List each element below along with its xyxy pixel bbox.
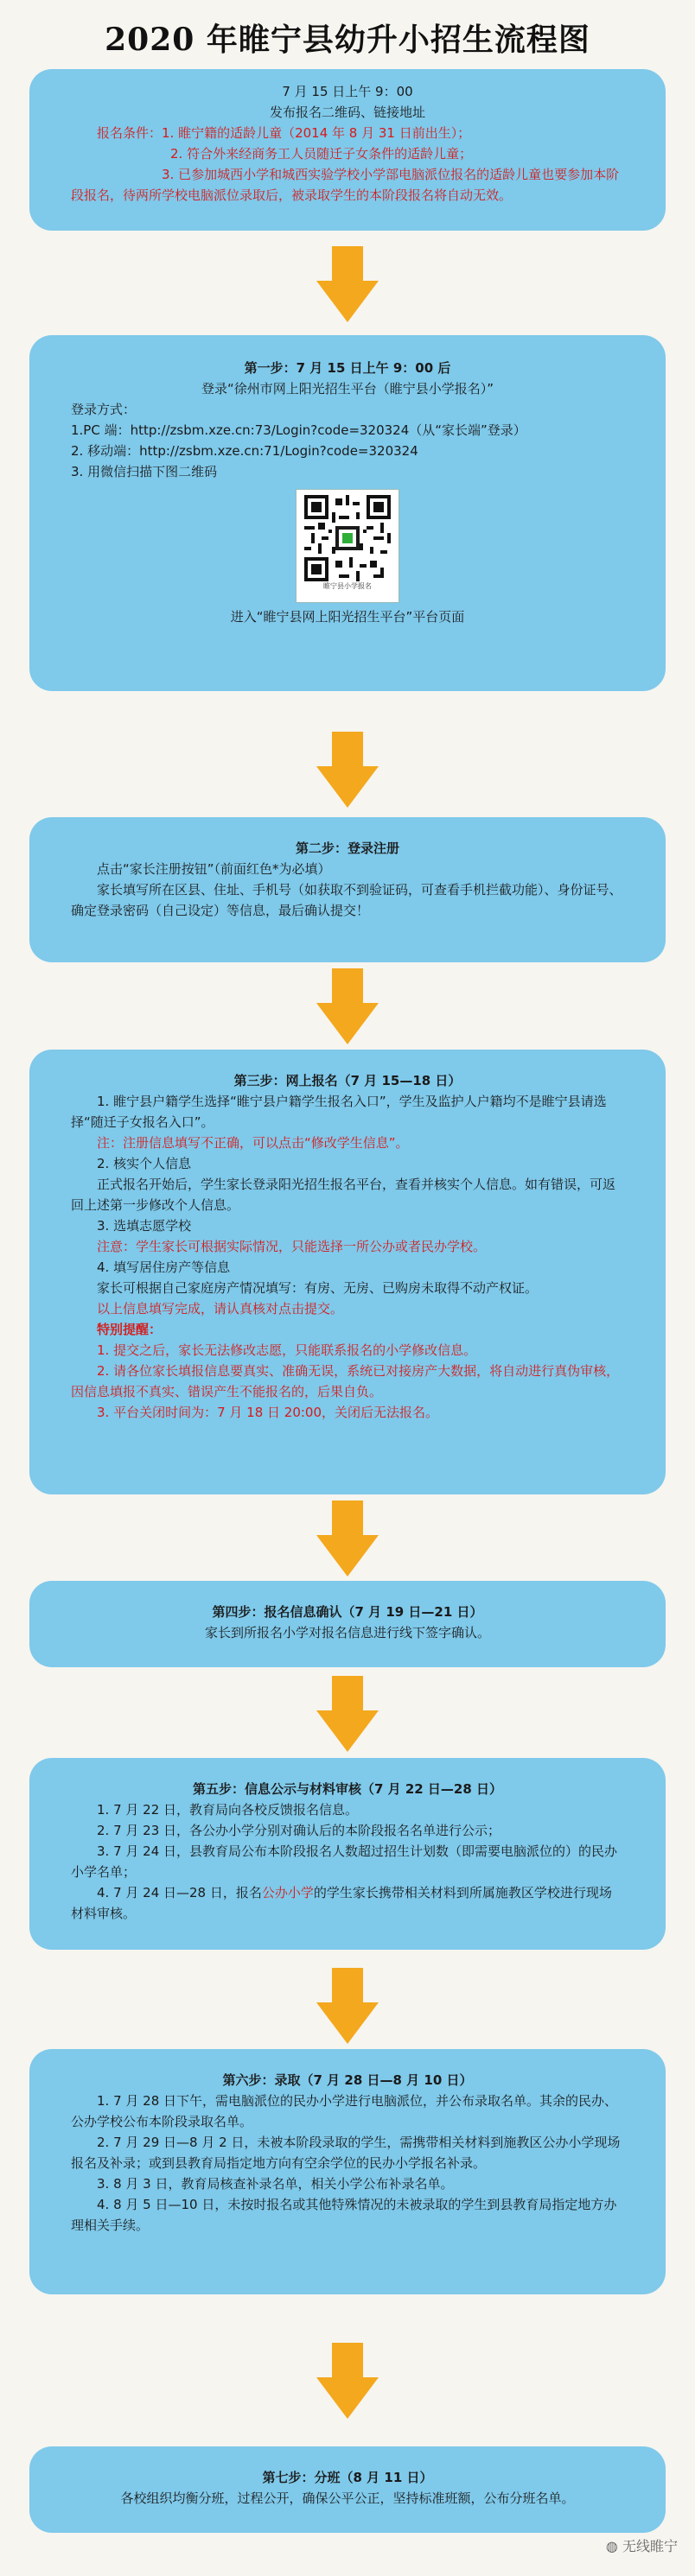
down-arrow-icon <box>316 246 379 322</box>
intro-box <box>29 69 666 231</box>
step-6-item-3: 3. 8 月 3 日，教育局核查补录名单，相关小学公布补录名单。 <box>97 2176 454 2192</box>
step-4-title: 第四步：报名信息确认（7 月 19 日—21 日） <box>212 1604 483 1620</box>
intro-condition-1: 报名条件：1. 睢宁籍的适龄儿童（2014 年 8 月 31 日前出生）； <box>97 125 471 141</box>
intro-condition-3: 3. 已参加城西小学和城西实验学校小学部电脑派位报名的适龄儿童也要参加本阶段报名，待两所学校电脑派位录取后，被录取学生的本阶段报名将自动无效。 <box>71 167 620 203</box>
step-4-line: 家长到所报名小学对报名信息进行线下签字确认。 <box>204 1625 490 1640</box>
down-arrow-icon <box>316 968 379 1044</box>
step-6-box <box>29 2049 666 2294</box>
step-7-title: 第七步：分班（8 月 11 日） <box>262 2470 433 2485</box>
watermark-text: 无线睢宁 <box>622 2538 678 2554</box>
step-3-item-2: 2. 核实个人信息 <box>97 1156 192 1171</box>
step-2-title: 第二步：登录注册 <box>295 841 399 856</box>
step-2-line-1: 点击“家长注册按钮”（前面红色*为必填） <box>97 861 331 877</box>
step-3-tip-1: 1. 提交之后，家长无法修改志愿，只能联系报名的小学修改信息。 <box>97 1342 477 1358</box>
step-6-item-1: 1. 7 月 28 日下午，需电脑派位的民办小学进行电脑派位，并公布录取名单。其余的民办、公办学校公布本阶段录取名单。 <box>71 2093 618 2129</box>
step-4-box <box>29 1581 666 1667</box>
step-1-title: 第一步：7 月 15 日上午 9：00 后 <box>244 360 451 376</box>
step-3-item-4-detail: 家长可根据自己家庭房产情况填写：有房、无房、已购房未取得不动产权证。 <box>97 1280 539 1296</box>
step-3-item-2-detail: 正式报名开始后，学生家长登录阳光招生报名平台，查看并核实个人信息。如有错误，可返回上述第一步修改个人信息。 <box>71 1177 616 1213</box>
intro-date: 7 月 15 日上午 9：00 <box>282 84 413 99</box>
page-title: 2020 年睢宁县幼升小招生流程图 <box>105 22 590 58</box>
step-5-item-1: 1. 7 月 22 日，教育局向各校反馈报名信息。 <box>97 1802 359 1818</box>
step-1-box <box>29 335 666 691</box>
step-5-box <box>29 1758 666 1950</box>
step-3-note-3: 注意：学生家长可根据实际情况，只能选择一所公办或者民办学校。 <box>97 1239 487 1254</box>
step-5-item-3: 3. 7 月 24 日，县教育局公布本阶段报名人数超过招生计划数（即需要电脑派位的）的民办小学名单； <box>71 1843 618 1880</box>
step-3-title: 第三步：网上报名（7 月 15—18 日） <box>233 1073 462 1088</box>
step-5-item-4-highlight: 公办小学 <box>261 1885 314 1900</box>
step-7-line: 各校组织均衡分班，过程公开，确保公平公正，坚持标准班额，公布分班名单。 <box>120 2490 575 2506</box>
step-3-item-4: 4. 填写居住房产等信息 <box>97 1259 231 1275</box>
step-3-box <box>29 1050 666 1494</box>
step-6-item-2: 2. 7 月 29 日—8 月 2 日，未被本阶段录取的学生，需携带相关材料到施教区公办小学现场报名及补录；或到县教育局指定地方向有空余学位的民办小学报名补录。 <box>71 2135 621 2171</box>
qr-caption: 睢宁县小学报名 <box>323 582 372 590</box>
step-3-tips-label: 特别提醒： <box>97 1322 163 1337</box>
qr-code-image <box>296 489 399 603</box>
step-1-methods-label: 登录方式： <box>71 402 137 417</box>
wechat-icon: ◍ <box>605 2538 618 2554</box>
step-3-item-1: 1. 睢宁县户籍学生选择“睢宁县户籍学生报名入口”，学生及监护人户籍均不是睢宁县请选择“随迁子女报名入口”。 <box>71 1094 607 1130</box>
step-1-wechat: 3. 用微信扫描下图二维码 <box>71 464 218 479</box>
down-arrow-icon <box>316 1968 379 2044</box>
step-3-confirm: 以上信息填写完成，请认真核对点击提交。 <box>97 1301 344 1317</box>
step-5-item-2: 2. 7 月 23 日，各公办小学分别对确认后的本阶段报名名单进行公示； <box>97 1823 501 1838</box>
intro-condition-2: 2. 符合外来经商务工人员随迁子女条件的适龄儿童； <box>170 146 473 162</box>
step-3-tip-2: 2. 请各位家长填报信息要真实、准确无误，系统已对接房产大数据，将自动进行真伪审核，因信息填报不真实、错误产生不能报名的，后果自负。 <box>71 1363 620 1399</box>
step-5-item-4 <box>71 1882 624 1924</box>
step-1-login: 登录“徐州市网上阳光招生平台（睢宁县小学报名）” <box>201 381 494 397</box>
step-1-enter: 进入“睢宁县网上阳光招生平台”平台页面 <box>230 609 465 625</box>
step-2-line-2: 家长填写所在区县、住址、手机号（如获取不到验证码，可查看手机拦截功能）、身份证号、确定登录密码（自己设定）等信息，最后确认提交！ <box>71 882 622 918</box>
step-6-title: 第六步：录取（7 月 28 日—8 月 10 日） <box>222 2072 473 2088</box>
step-3-item-3: 3. 选填志愿学校 <box>97 1218 192 1234</box>
intro-action: 发布报名二维码、链接地址 <box>269 105 425 120</box>
step-5-title: 第五步：信息公示与材料审核（7 月 22 日—28 日） <box>192 1781 503 1797</box>
qr-code-pattern <box>304 495 391 581</box>
step-7-box <box>29 2446 666 2533</box>
watermark <box>606 2535 678 2555</box>
down-arrow-icon <box>316 1676 379 1752</box>
step-5-item-4-end: 的学生家长携带相关材料到所属施教区学校进行现场材料审核。 <box>71 1885 612 1921</box>
step-3-note-1: 注：注册信息填写不正确，可以点击“修改学生信息”。 <box>97 1135 409 1151</box>
step-6-item-4: 4. 8 月 5 日—10 日，未按时报名或其他特殊情况的未被录取的学生到县教育局指定地方办理相关手续。 <box>71 2197 617 2233</box>
down-arrow-icon <box>316 2343 379 2419</box>
down-arrow-icon <box>316 732 379 808</box>
step-3-tip-3: 3. 平台关闭时间为：7 月 18 日 20:00，关闭后无法报名。 <box>97 1405 439 1420</box>
step-5-item-4-start: 4. 7 月 24 日—28 日，报名 <box>97 1885 262 1900</box>
step-2-box <box>29 817 666 962</box>
step-1-pc-link[interactable]: 1.PC 端：http://zsbm.xze.cn:73/Login?code=320324（从“家长端”登录） <box>71 422 526 438</box>
down-arrow-icon <box>316 1501 379 1577</box>
step-1-mobile-link[interactable]: 2. 移动端：http://zsbm.xze.cn:71/Login?code=320324 <box>71 443 418 459</box>
